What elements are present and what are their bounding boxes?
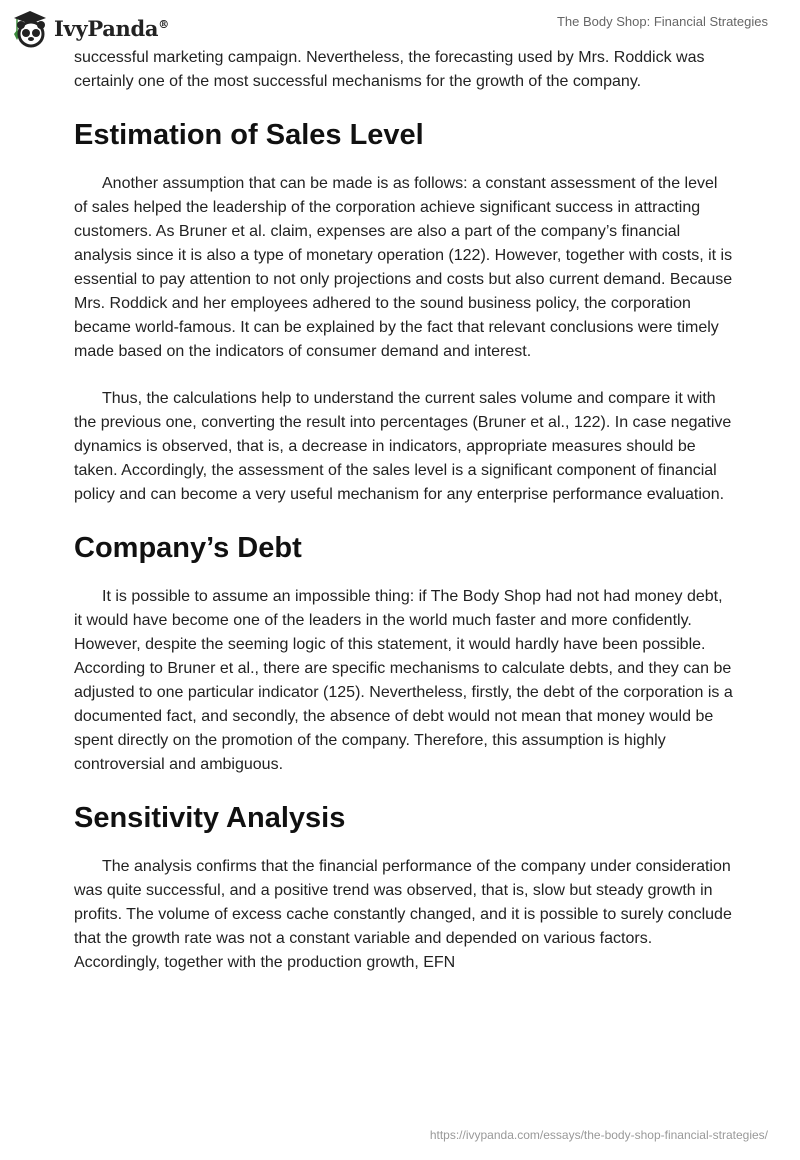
section-heading: Company’s Debt — [74, 532, 302, 564]
paragraph: Another assumption that can be made is as follows: a constant assessment of the level of sales helped the leadership of the corporation achieve significant success in attracting customers. As Bruner et al. claim, expenses are also a part of the company’s financial analysis since it is also a type of monetary operation (122). However, together with costs, it is essential to pay attention to not only projections and costs but also current demand. Because Mrs. Roddick and her employees adhered to the sound business policy, the corporation became world-famous. It can be explained by the fact that relevant conclusions were timely made based on the indicators of consumer demand and interest. — [74, 175, 733, 360]
document-title: The Body Shop: Financial Strategies — [556, 14, 768, 29]
source-url[interactable]: https://ivypanda.com/essays/the-body-shop-financial-strategies/ — [429, 1128, 768, 1142]
logo-text: IvyPanda® — [54, 15, 169, 41]
paragraph: The analysis confirms that the financial performance of the company under consideration was quite successful, and a positive trend was observed, that is, slow but steady growth in profits. The volume of excess cache constantly changed, and it is possible to surely conclude that the growth rate was not a constant variable and depended on various factors. Accordingly, together with the production growth, EFN — [74, 858, 732, 971]
ivypanda-logo[interactable] — [12, 8, 169, 48]
page-header — [0, 0, 800, 50]
paragraph: It is possible to assume an impossible thing: if The Body Shop had not had money debt, it would have become one of the leaders in the world much faster and more confidently. However, despite the seeming logic of this statement, it would hardly have been possible. According to Bruner et al., there are specific mechanisms to calculate debts, and they can be adjusted to one particular indicator (125). Nevertheless, firstly, the debt of the corporation is a documented fact, and secondly, the absence of debt would not mean that money would be spent directly on the promotion of the company. Therefore, this assumption is highly controversial and ambiguous. — [74, 588, 733, 773]
section-heading: Estimation of Sales Level — [74, 119, 424, 151]
paragraph: Thus, the calculations help to understand the current sales volume and compare it with the previous one, converting the result into percentages (Bruner et al., 122). In case negative dynamics is observed, that is, a decrease in indicators, appropriate measures should be taken. Accordingly, the assessment of the sales level is a significant component of financial policy and can become a very useful mechanism for any enterprise performance evaluation. — [74, 390, 732, 503]
paragraph: successful marketing campaign. Nevertheless, the forecasting used by Mrs. Roddick was certainly one of the most successful mechanisms for the growth of the company. — [74, 49, 705, 90]
essay-content — [74, 46, 734, 998]
section-heading: Sensitivity Analysis — [74, 802, 346, 834]
panda-graduate-icon — [12, 8, 48, 48]
